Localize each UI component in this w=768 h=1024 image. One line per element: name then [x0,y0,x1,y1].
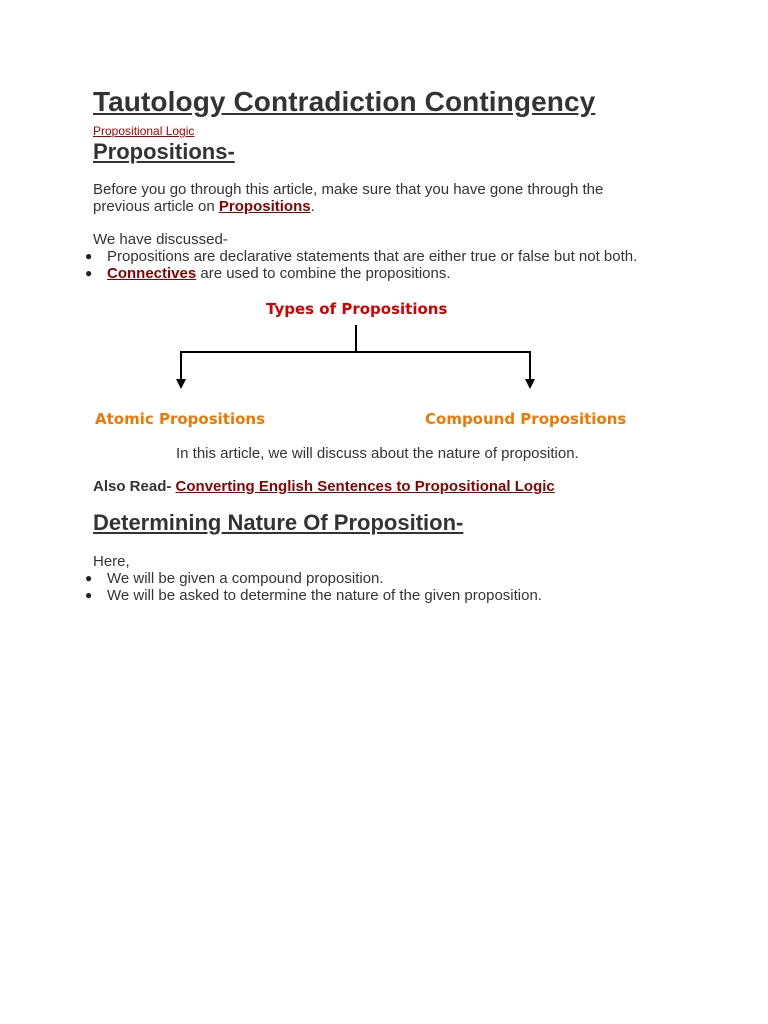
list-item-text: We will be given a compound proposition. [107,570,384,587]
list-item [84,587,542,604]
also-read-label: Also Read- [93,478,172,495]
propositions-link[interactable]: Propositions [218,198,311,215]
breadcrumb-link[interactable]: Propositional Logic [93,124,195,138]
bullet-icon: ● [85,571,93,585]
list-item-text: are used to combine the propositions. [196,265,451,282]
page-title: Tautology Contradiction Contingency [93,86,596,117]
article-note: In this article, we will discuss about the nature of proposition. [176,445,579,462]
section-heading-propositions: Propositions- [93,139,235,164]
diagram-right-label: Compound Propositions [425,410,627,428]
list-item [84,248,637,265]
bullet-icon: ● [85,588,93,602]
discussed-list [84,248,637,282]
list-item [84,265,637,282]
also-read [93,478,555,495]
left-arrowhead-icon [176,379,186,389]
diagram-top-label: Types of Propositions [266,300,448,318]
nature-list [84,570,542,604]
diagram-left-label: Atomic Propositions [95,410,266,428]
types-of-propositions-diagram [90,296,650,436]
here-text: Here, [93,553,130,570]
connectives-link[interactable]: Connectives [107,265,197,282]
intro-line-1: Before you go through this article, make sure that you have gone through the [93,181,604,198]
right-arrowhead-icon [525,379,535,389]
intro-line-2-prefix: previous article on [93,198,219,215]
intro-line-2-suffix: . [310,198,315,215]
list-item [84,570,542,587]
intro-paragraph [93,181,603,215]
discussed-text: We have discussed- [93,231,228,248]
bullet-icon: ● [85,266,93,280]
list-item-text: We will be asked to determine the nature of the given proposition. [107,587,542,604]
also-read-link[interactable]: Converting English Sentences to Propositional Logic [175,478,555,495]
list-item-text: Propositions are declarative statements that are either true or false but not both. [107,248,638,265]
bullet-icon: ● [85,249,93,263]
section-heading-determining-nature: Determining Nature Of Proposition- [93,510,464,535]
